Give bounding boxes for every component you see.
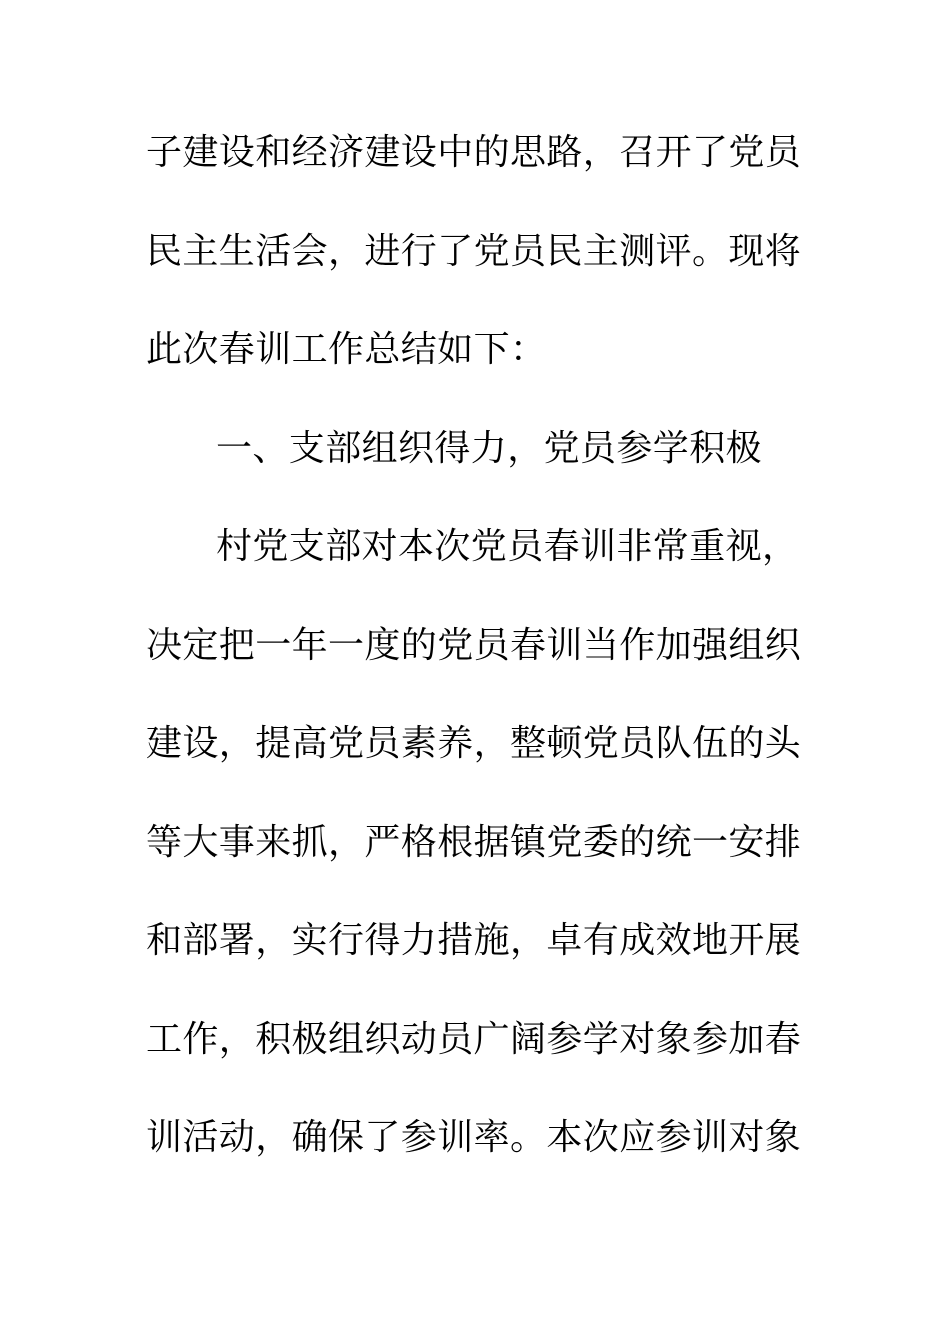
paragraph-line: 和部署，实行得力措施，卓有成效地开展 (146, 920, 802, 961)
paragraph-line: 村党支部对本次党员春训非常重视， (216, 526, 799, 567)
paragraph-line: 训活动，确保了参训率。本次应参训对象 (146, 1117, 802, 1158)
paragraph-line: 建设，提高党员素养，整顿党员队伍的头 (146, 723, 802, 764)
paragraph-line: 等大事来抓，严格根据镇党委的统一安排 (146, 821, 802, 863)
paragraph-line: 民主生活会，进行了党员民主测评。现将 (146, 230, 802, 272)
paragraph-line: 子建设和经济建设中的思路，召开了党员 (146, 132, 802, 173)
paragraph-line: 此次春训工作总结如下： (146, 329, 547, 370)
paragraph-line: 工作，积极组织动员广阔参学对象参加春 (146, 1018, 802, 1060)
paragraph-line: 决定把一年一度的党员春训当作加强组织 (146, 624, 802, 666)
section-heading: 一、支部组织得力，党员参学积极 (216, 427, 763, 469)
document-body (146, 128, 802, 1212)
